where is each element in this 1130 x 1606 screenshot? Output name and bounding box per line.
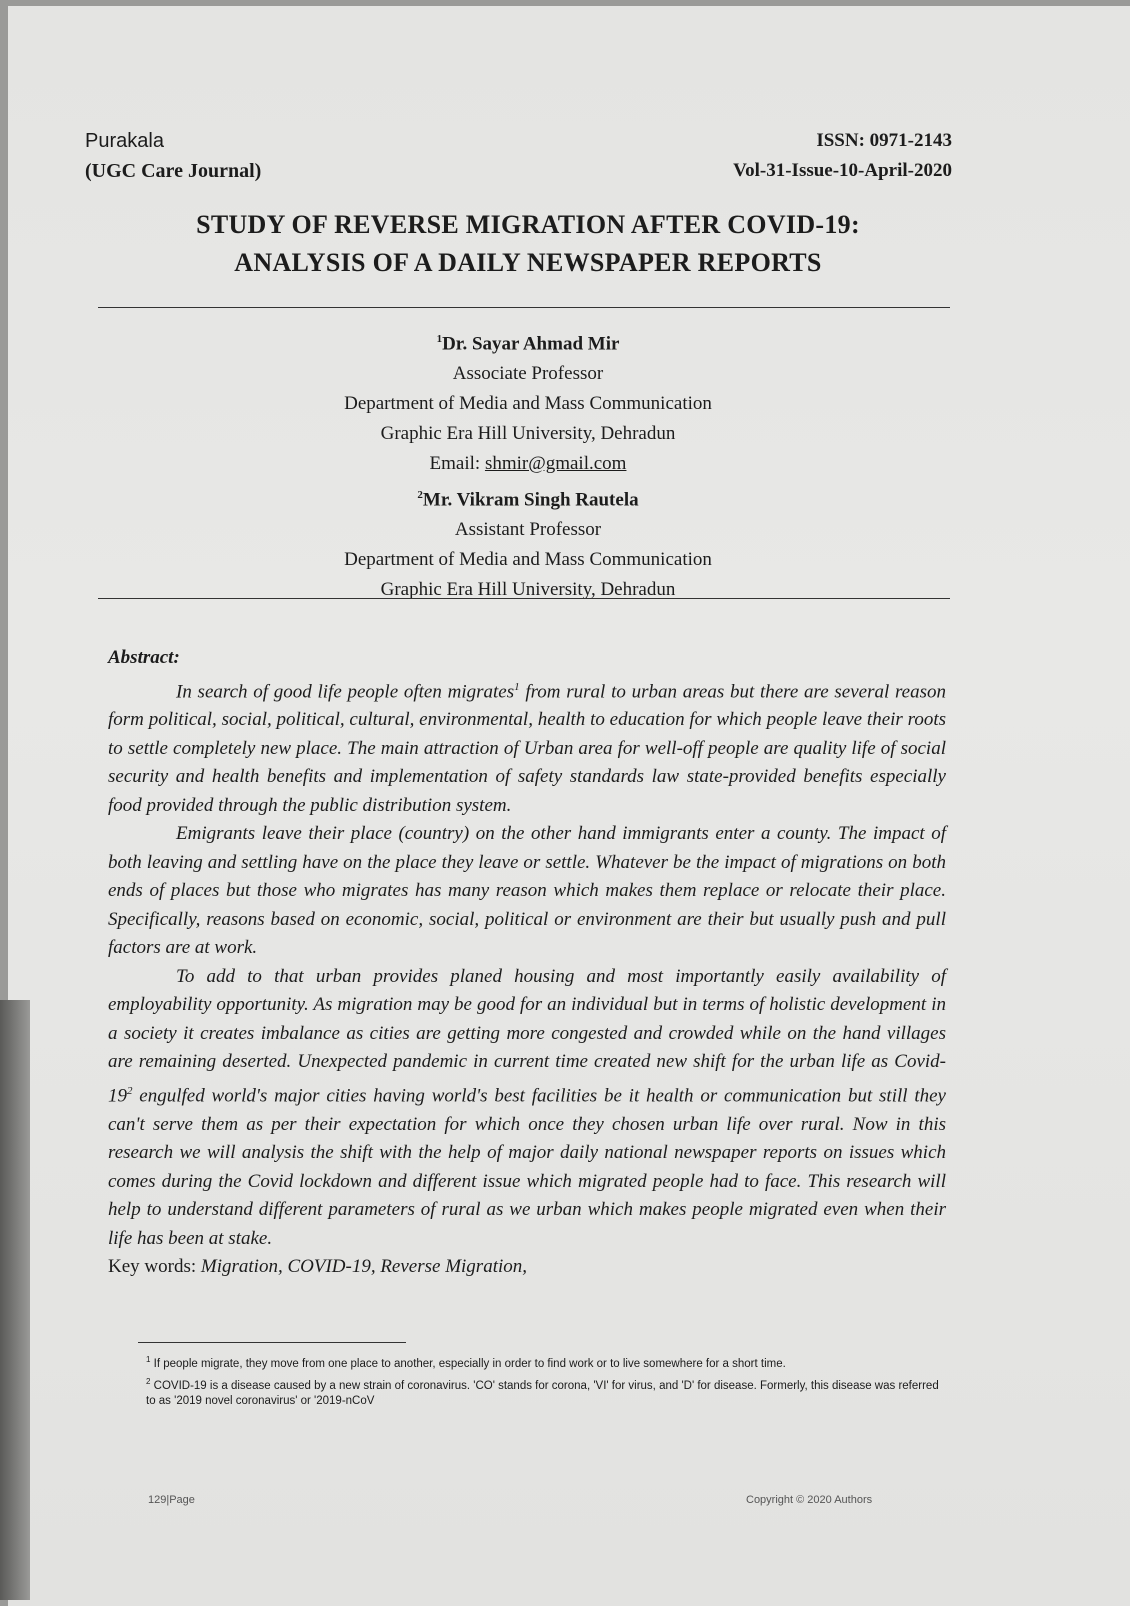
- journal-name: Purakala: [85, 130, 164, 152]
- abstract-p3-text-b: engulfed world's major cities having world's best facilities be it health or communication but still they can't serve them as per their expectation for which once they chosen urban life over rural. Now in this research we will analysis the shift with the help of major daily national newspaper reports on issues which comes during the Covid lockdown and different issue which migrated people had to face. This research will help to understand different parameters of rural as we urban which makes people migrated even when their life has been at stake.: [108, 1085, 946, 1249]
- author-2-number: 2: [417, 489, 423, 501]
- footnote-2-text: COVID-19 is a disease caused by a new strain of coronavirus. 'CO' stands for corona, 'VI' for virus, and 'D' for disease. Formerly, this disease was referred to as '2019 novel coronavirus' or '2019-nCoV: [146, 1379, 939, 1407]
- footnote-2: [146, 1374, 946, 1409]
- title-line-2: ANALYSIS OF A DAILY NEWSPAPER REPORTS: [234, 248, 822, 277]
- abstract-heading: Abstract:: [108, 647, 180, 668]
- abstract-paragraph-2: Emigrants leave their place (country) on the other hand immigrants enter a county. The impact of both leaving and settling have on the place they leave or settle. Whatever be the impact of migrations on both ends of places but those who migrates has many reason which makes them replace or relocate their place. Specifically, reasons based on economic, social, political or environment are their but usually push and pull factors are at work.: [108, 823, 946, 959]
- footnote-ref-2: 2: [127, 1084, 133, 1097]
- footnote-ref-1: 1: [514, 680, 520, 693]
- author-1-email-line: [8, 449, 1048, 479]
- page-shadow: [0, 1000, 30, 1600]
- journal-header-left: [85, 126, 261, 186]
- author-2-name-line: [8, 480, 1048, 515]
- author-2-position: Assistant Professor: [454, 519, 602, 541]
- author-1-email-link[interactable]: shmir@gmail.com: [484, 453, 627, 475]
- footnote-1-text: If people migrate, they move from one place to another, especially in order to find work or to live somewhere for a short time.: [153, 1357, 786, 1370]
- copyright: Copyright © 2020 Authors: [746, 1494, 873, 1506]
- abstract-paragraph-3: [108, 963, 946, 1253]
- author-1-position: Associate Professor: [452, 363, 604, 385]
- author-2-block: [8, 480, 1048, 605]
- divider-bottom: [98, 598, 950, 599]
- journal-care-label: (UGC Care Journal): [85, 160, 262, 182]
- paper-title: [8, 206, 1048, 282]
- footnote-2-number: 2: [146, 1376, 151, 1386]
- email-label: Email:: [429, 453, 485, 475]
- author-1-department: Department of Media and Mass Communication: [344, 393, 712, 415]
- author-2-university: Graphic Era Hill University, Dehradun: [380, 579, 676, 601]
- footnote-1: [146, 1352, 946, 1372]
- title-line-1: STUDY OF REVERSE MIGRATION AFTER COVID-19:: [196, 210, 860, 239]
- abstract-p1-text-b: from rural to urban areas but there are several reason form political, social, political, cultural, environmental, health to education for which people leave their roots to settle completely new place. The main attraction of Urban area for well-off people are quality life of social security and health benefits and implementation of safety standards law state-provided benefits especially food provided through the public distribution system.: [108, 680, 947, 816]
- author-2-name: Mr. Vikram Singh Rautela: [422, 489, 639, 511]
- abstract-section: [108, 644, 946, 1282]
- keywords-values: Migration, COVID-19, Reverse Migration,: [200, 1256, 528, 1278]
- journal-header-right: [733, 126, 952, 186]
- author-1-name: Dr. Sayar Ahmad Mir: [442, 333, 620, 355]
- author-1-university: Graphic Era Hill University, Dehradun: [380, 423, 676, 445]
- footnotes: [146, 1352, 946, 1411]
- author-1-name-line: [8, 324, 1048, 359]
- author-1-number: 1: [436, 333, 443, 345]
- keywords-line: [108, 1253, 946, 1282]
- keywords-label: Key words:: [108, 1256, 201, 1278]
- abstract-p1-text-a: In search of good life people often migrates: [176, 680, 515, 702]
- author-1-block: [8, 324, 1048, 479]
- author-2-department: Department of Media and Mass Communication: [344, 549, 712, 571]
- abstract-p3-text-a: To add to that urban provides planed housing and most importantly easily availability of employability opportunity. As migration may be good for an individual but in terms of holistic development in a society it creates imbalance as cities are getting more congested and crowded while on the hand villages are remaining deserted. Unexpected pandemic in current time created new shift for the urban life as Covid-19: [108, 965, 946, 1107]
- page-number: 129|Page: [148, 1494, 195, 1506]
- abstract-paragraph-1: [108, 673, 946, 821]
- issn: ISSN: 0971-2143: [816, 130, 952, 151]
- divider-top: [98, 307, 950, 308]
- document-page: [8, 6, 1130, 1606]
- volume-issue: Vol-31-Issue-10-April-2020: [733, 160, 952, 181]
- footnote-1-number: 1: [146, 1355, 151, 1364]
- footnote-divider: [138, 1342, 406, 1343]
